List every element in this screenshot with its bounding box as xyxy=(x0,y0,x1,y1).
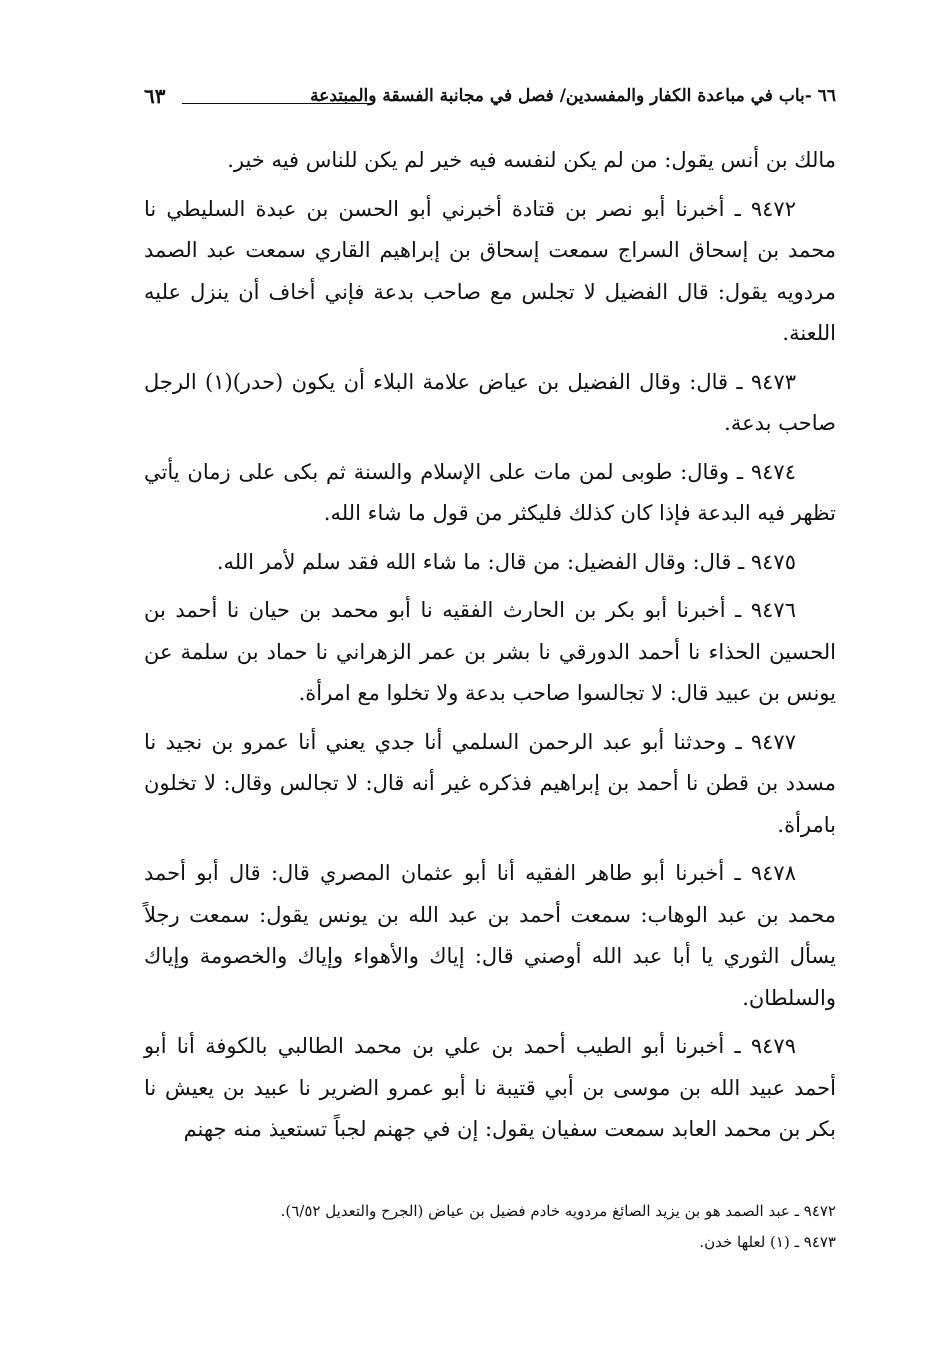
paragraph-continuation: مالك بن أنس يقول: من لم يكن لنفسه فيه خير لم يكن للناس فيه خير. xyxy=(227,148,836,172)
page-number: ٦٣ xyxy=(144,84,166,108)
paragraph-9474: ٩٤٧٤ ـ وقال: طوبى لمن مات على الإسلام والسنة ثم بكى على زمان يأتي تظهر فيه البدعة فإذا كان كذلك فليكثر من قول ما شاء الله. xyxy=(144,459,836,525)
paragraph-9473: ٩٤٧٣ ـ قال: وقال الفضيل بن عياض علامة البلاء أن يكون (حدر)(١) الرجل صاحب بدعة. xyxy=(144,369,836,435)
header-title: ٦٦ -باب في مباعدة الكفار والمفسدين/ فصل في مجانبة الفسقة والمبتدعة xyxy=(310,86,836,106)
paragraph-9478: ٩٤٧٨ ـ أخبرنا أبو طاهر الفقيه أنا أبو عثمان المصري قال: قال أبو أحمد محمد بن عبد الوهاب: سمعت أحمد بن عبد الله بن يونس يقول: سمعت رجلاً يسأل الثوري يا أبا عبد الله أوصني قال: إياك والأهواء وإياك والخصومة وإياك والسلطان. xyxy=(144,861,836,1010)
paragraph-9476: ٩٤٧٦ ـ أخبرنا أبو بكر بن الحارث الفقيه نا أبو محمد بن حيان نا أحمد بن الحسين الحذاء نا أحمد الدورقي نا بشر بن عمر الزهراني نا حماد بن سلمة عن يونس بن عبيد قال: لا تجالسوا صاحب بدعة ولا تخلوا مع امرأة. xyxy=(144,598,836,705)
header-rule xyxy=(182,103,372,104)
paragraph-9475: ٩٤٧٥ ـ قال: وقال الفضيل: من قال: ما شاء الله فقد سلم لأمر الله. xyxy=(216,549,796,574)
paragraph-9477: ٩٤٧٧ ـ وحدثنا أبو عبد الرحمن السلمي أنا جدي يعني أنا عمرو بن نجيد نا مسدد بن قطن نا أحمد بن إبراهيم فذكره غير أنه قال: لا تجالس وقال: لا تخلون بامرأة. xyxy=(144,729,836,837)
running-header xyxy=(144,86,836,116)
paragraph-9479: ٩٤٧٩ ـ أخبرنا أبو الطيب أحمد بن علي بن محمد الطالبي بالكوفة أنا أبو أحمد عبيد الله بن موسى بن أبي قتيبة نا أبو عمرو الضرير نا عبيد بن يعيش نا بكر بن محمد العابد سمعت سفيان يقول: إن في جهنم لجباً تستعيذ منه جهنم xyxy=(144,1034,836,1141)
footnotes xyxy=(144,1196,836,1258)
footnote-9472: ٩٤٧٢ ـ عبد الصمد هو بن يزيد الصائغ مردويه خادم فضيل بن عياض (الجرح والتعديل ٦/٥٢). xyxy=(280,1202,836,1220)
footnote-9473: ٩٤٧٣ ـ (١) لعلها خدن. xyxy=(699,1233,836,1251)
main-text xyxy=(144,140,836,1158)
paragraph-9472: ٩٤٧٢ ـ أخبرنا أبو نصر بن قتادة أخبرني أبو الحسن بن عبدة السليطي نا محمد بن إسحاق السراج سمعت إسحاق بن إبراهيم القاري سمعت عبد الصمد مردويه يقول: قال الفضيل لا تجلس مع صاحب بدعة فإني أخاف أن ينزل عليه اللعنة. xyxy=(144,196,836,345)
